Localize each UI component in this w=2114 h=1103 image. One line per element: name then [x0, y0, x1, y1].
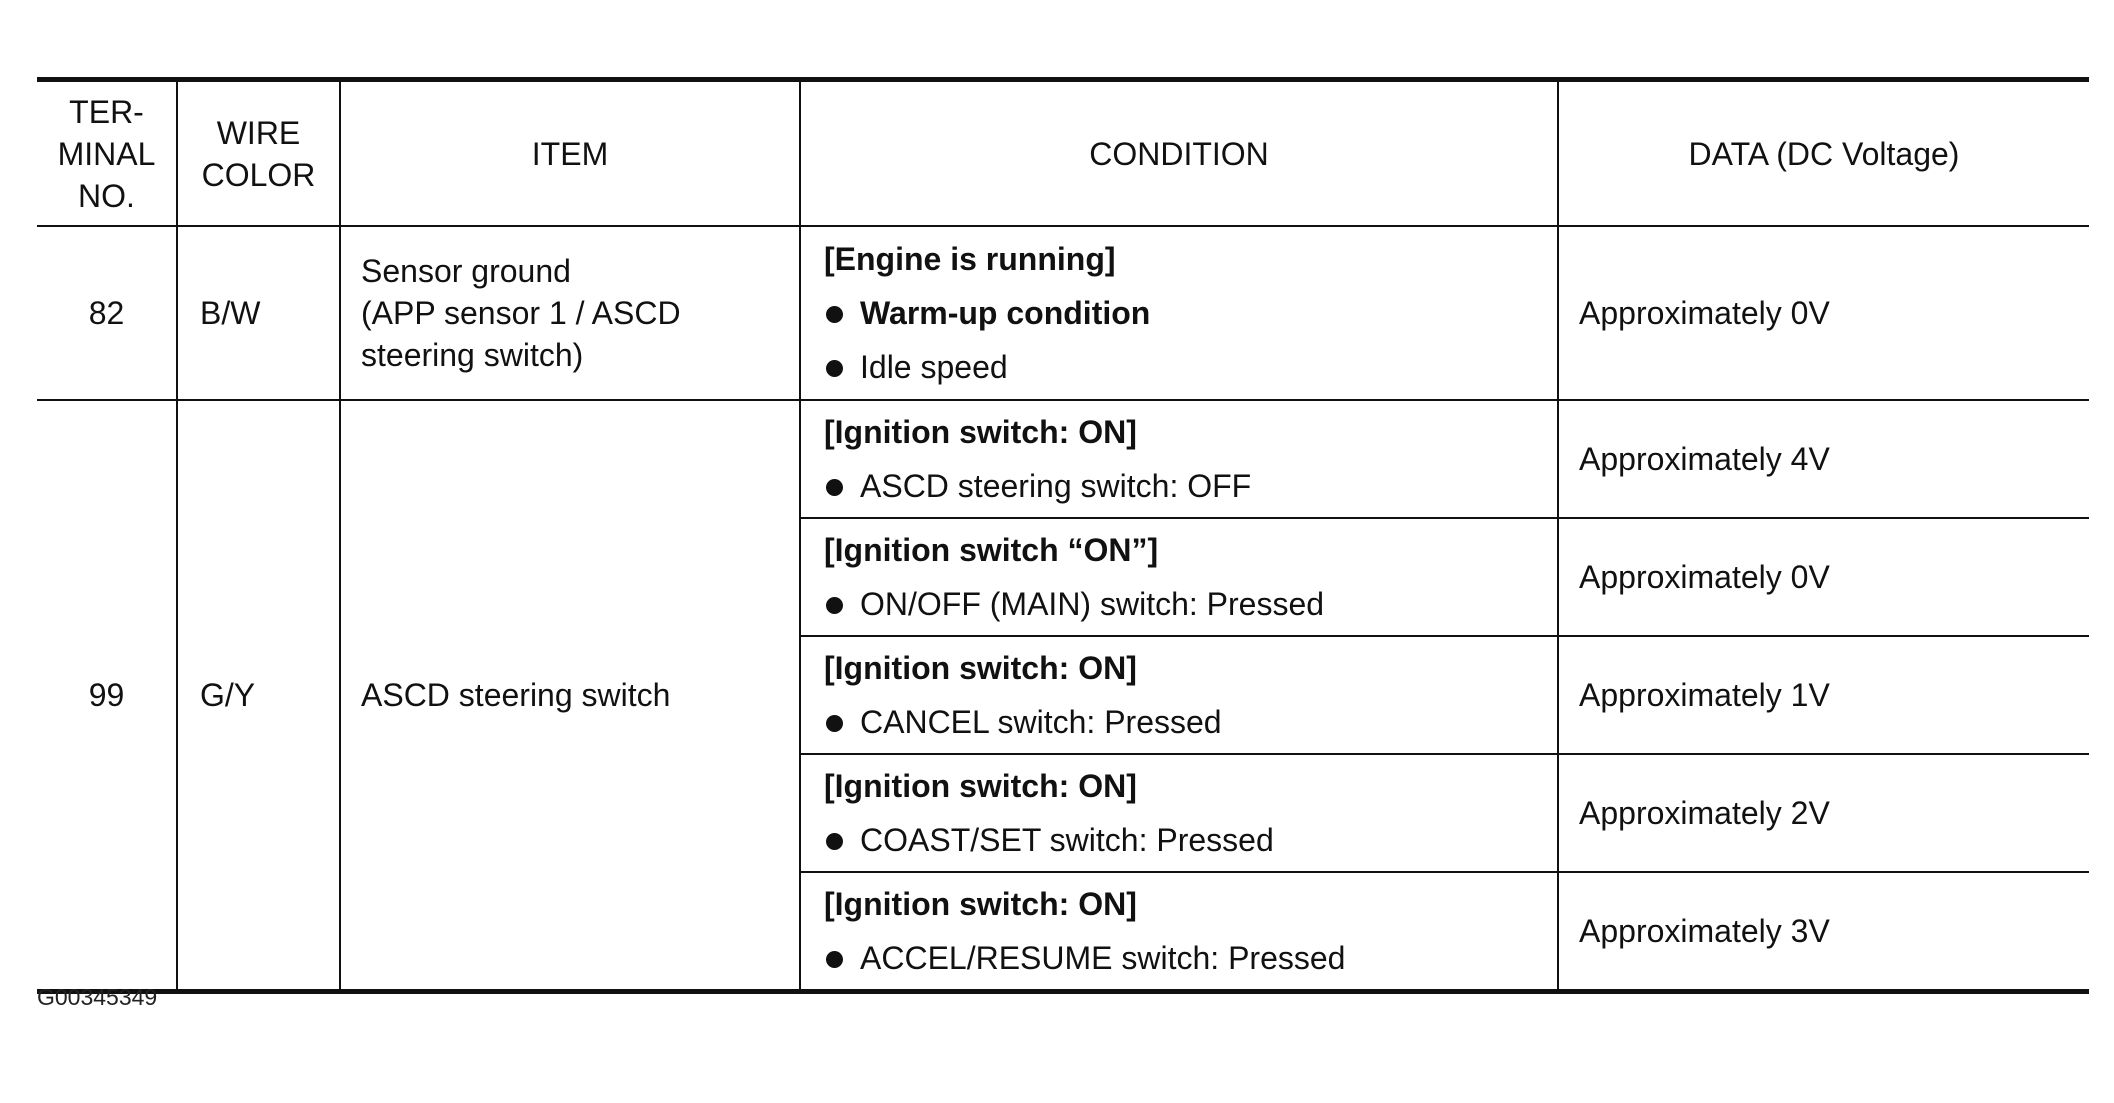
header-data: DATA (DC Voltage) [1558, 80, 2089, 227]
data-voltage-cell: Approximately 3V [1558, 872, 2089, 992]
item-line: Sensor ground [361, 253, 571, 289]
bullet-dot-icon [826, 306, 843, 323]
header-wire-line-2: COLOR [201, 156, 316, 193]
condition-bullet-text: ACCEL/RESUME switch: Pressed [860, 940, 1346, 976]
condition-bullet [824, 701, 1556, 743]
condition-bullet [824, 819, 1556, 861]
bullet-dot-icon [826, 833, 843, 850]
header-terminal-line-1: TER- [69, 93, 144, 130]
condition-heading: [Engine is running] [824, 241, 1116, 277]
data-voltage-cell: Approximately 0V [1558, 226, 2089, 400]
header-wire-line-1: WIRE [216, 114, 301, 151]
figure-id: G00345349 [37, 984, 158, 1010]
item-line: (APP sensor 1 / ASCD [361, 295, 681, 331]
condition-cell [800, 872, 1558, 992]
header-row [37, 80, 2089, 227]
terminal-no-cell: 99 [37, 400, 177, 992]
item-cell [340, 226, 800, 400]
data-voltage-cell: Approximately 0V [1558, 518, 2089, 636]
condition-heading: [Ignition switch: ON] [824, 768, 1137, 804]
condition-cell [800, 636, 1558, 754]
header-terminal-line-3: NO. [78, 177, 135, 214]
terminal-data-table [37, 77, 2089, 994]
condition-bullet [824, 465, 1556, 507]
bullet-dot-icon [826, 715, 843, 732]
bullet-dot-icon [826, 951, 843, 968]
data-voltage-cell: Approximately 4V [1558, 400, 2089, 518]
condition-bullet [824, 292, 1556, 334]
item-line: steering switch) [361, 337, 584, 373]
condition-heading: [Ignition switch: ON] [824, 414, 1137, 450]
header-wire-color [177, 80, 340, 227]
data-voltage-cell: Approximately 1V [1558, 636, 2089, 754]
terminal-data-sheet [37, 77, 2089, 994]
condition-bullet-text: ON/OFF (MAIN) switch: Pressed [860, 586, 1325, 622]
wire-color-cell: G/Y [177, 400, 340, 992]
data-voltage-cell: Approximately 2V [1558, 754, 2089, 872]
condition-heading: [Ignition switch: ON] [824, 886, 1137, 922]
table-row-terminal-82 [37, 226, 2089, 400]
condition-bullet-text: Warm-up condition [860, 295, 1151, 331]
condition-bullet [824, 937, 1556, 979]
condition-heading: [Ignition switch: ON] [824, 650, 1137, 686]
table-row-terminal-99 [37, 400, 2089, 518]
condition-cell [800, 400, 1558, 518]
condition-bullet [824, 583, 1556, 625]
condition-bullet [824, 346, 1556, 388]
wire-color-cell: B/W [177, 226, 340, 400]
condition-bullet-text: CANCEL switch: Pressed [860, 704, 1222, 740]
header-condition: CONDITION [800, 80, 1558, 227]
condition-bullet-text: ASCD steering switch: OFF [860, 468, 1252, 504]
bullet-dot-icon [826, 479, 843, 496]
condition-bullet-text: COAST/SET switch: Pressed [860, 822, 1274, 858]
condition-bullet-text: Idle speed [860, 349, 1008, 385]
condition-heading: [Ignition switch “ON”] [824, 532, 1159, 568]
header-terminal-line-2: MINAL [57, 135, 156, 172]
condition-cell [800, 518, 1558, 636]
condition-cell [800, 754, 1558, 872]
item-line: ASCD steering switch [361, 677, 671, 713]
header-item: ITEM [340, 80, 800, 227]
header-terminal-no [37, 80, 177, 227]
bullet-dot-icon [826, 597, 843, 614]
item-cell [340, 400, 800, 992]
bullet-dot-icon [826, 360, 843, 377]
condition-cell [800, 226, 1558, 400]
terminal-no-cell: 82 [37, 226, 177, 400]
